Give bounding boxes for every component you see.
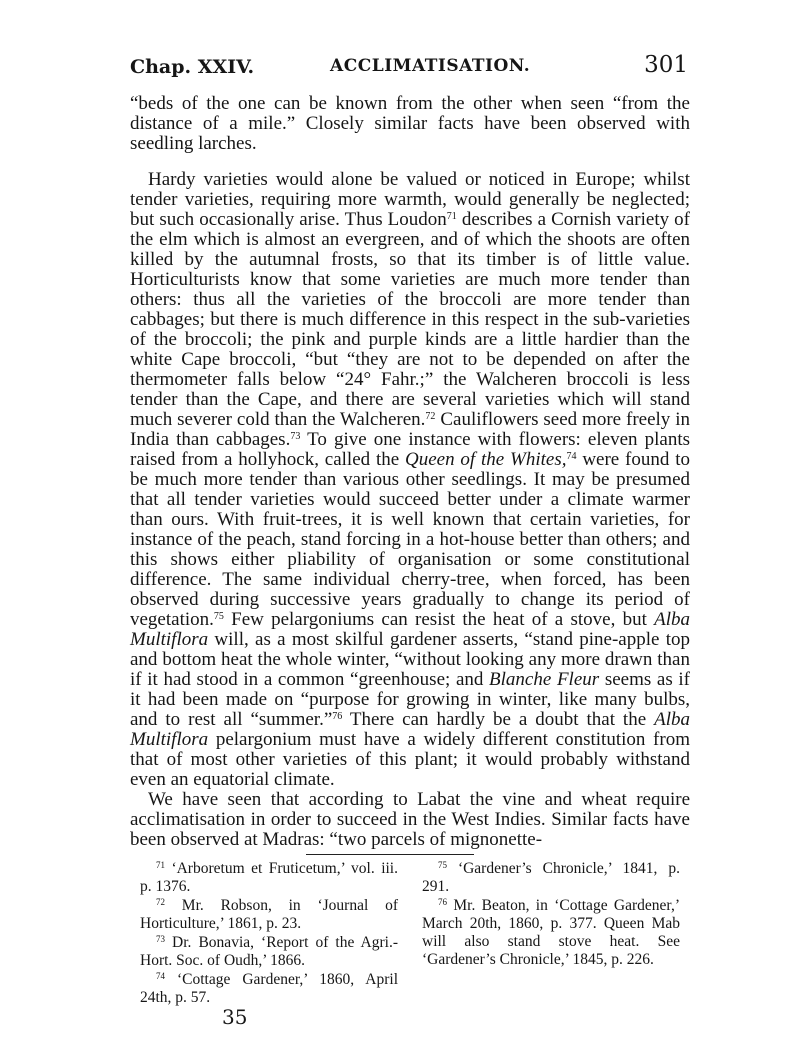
footnote-rule bbox=[306, 854, 474, 855]
footnote-text: ‘Arboretum et Fruticetum,’ vol. iii. p. 1376. bbox=[140, 860, 398, 895]
footnote-number: 73 bbox=[156, 934, 165, 944]
paragraph bbox=[130, 94, 690, 154]
text-run: seems as if it had been made on “purpose for growing in winter, like many bulbs, and to rest all “summer.” bbox=[130, 669, 691, 730]
running-header bbox=[130, 52, 688, 86]
chapter-label: Chap. XXIV. bbox=[130, 56, 255, 78]
footnote-ref: 72 bbox=[425, 411, 436, 422]
footnote-ref: 73 bbox=[290, 431, 301, 442]
italic-run: Alba Multiflora bbox=[130, 609, 690, 650]
text-run: To give one instance with flowers: eleven plants raised from a hollyhock, called the bbox=[130, 429, 690, 470]
footnote bbox=[140, 897, 398, 933]
text-run: Cauliflowers seed more freely in India than cabbages. bbox=[130, 409, 690, 450]
italic-run: Blanche Fleur bbox=[489, 669, 600, 690]
text-run: describes a Cornish variety of the elm which is almost an evergreen, and of which the shoots are often killed by the autumnal frosts, so that its timber is of little value. Horticulturists know that some varieties are much more tender than others: thus all the varieties of the broccoli are more tender than cabbages; but there is much difference in this respect in the sub-varieties of the broccoli; the pink and purple kinds are a little hardier than the white Cape broccoli, “but “they are not to be depended on after the thermometer falls below “24° Fahr.;” the Walcheren broccoli is less tender than the Cape, and there are several varieties which will stand much severer cold than the Walcheren. bbox=[130, 209, 690, 430]
footnote-text: Mr. Robson, in ‘Journal of Horticulture,’ 1861, p. 23. bbox=[140, 897, 398, 932]
footnote bbox=[140, 860, 398, 896]
body-text bbox=[130, 94, 690, 850]
paragraph bbox=[130, 790, 690, 850]
text-run: We have seen that according to Labat the vine and wheat require acclimatisation in order to succeed in the West Indies. Similar facts have been observed at Madras: “two parcels of mignonette- bbox=[130, 789, 690, 850]
footnote-number: 76 bbox=[438, 897, 447, 907]
printer-signature: 35 bbox=[222, 1005, 248, 1029]
footnote-number: 71 bbox=[156, 860, 165, 870]
text-run: “beds of the one can be known from the other when seen “from the distance of a mile.” Closely similar facts have been observed with seedling larches. bbox=[130, 93, 690, 154]
footnote-text: ‘Cottage Gardener,’ 1860, April 24th, p. 57. bbox=[140, 971, 398, 1006]
footnotes-left-column bbox=[140, 860, 398, 1008]
footnote-text: Mr. Beaton, in ‘Cottage Gardener,’ March 20th, 1860, p. 377. Queen Mab will also stand stove heat. See ‘Gardener’s Chronicle,’ 1845, p. 226. bbox=[422, 897, 680, 968]
footnotes bbox=[140, 860, 680, 1008]
running-title: ACCLIMATISATION. bbox=[330, 56, 531, 76]
italic-run: Queen of the Whites, bbox=[404, 449, 567, 470]
page-number: 301 bbox=[644, 52, 688, 78]
footnote bbox=[140, 934, 398, 970]
footnote-ref: 75 bbox=[213, 611, 224, 622]
paragraph bbox=[130, 170, 690, 790]
text-run: will, as a most skilful gardener asserts, “stand pine-apple top and bottom heat the whole winter, “without looking any more drawn than if it had stood in a common “greenhouse; and bbox=[130, 629, 690, 690]
text-run: pelargonium must have a widely different constitution from that of most other varieties of this plant; it would probably withstand even an equatorial climate. bbox=[130, 729, 690, 790]
text-run: Hardy varieties would alone be valued or noticed in Europe; whilst tender varieties, requiring more warmth, would generally be neglected; but such occasionally arise. Thus Loudon bbox=[130, 169, 690, 230]
footnote-number: 75 bbox=[438, 860, 447, 870]
footnote-text: Dr. Bonavia, ‘Report of the Agri.-Hort. Soc. of Oudh,’ 1866. bbox=[140, 934, 398, 969]
footnotes-right-column bbox=[422, 860, 680, 1008]
footnote-number: 74 bbox=[156, 971, 165, 981]
footnote bbox=[422, 897, 680, 969]
footnote-ref: 76 bbox=[332, 711, 343, 722]
footnote-text: ‘Gardener’s Chronicle,’ 1841, p. 291. bbox=[422, 860, 680, 895]
footnote-number: 72 bbox=[156, 897, 165, 907]
footnote bbox=[140, 971, 398, 1007]
footnote bbox=[422, 860, 680, 896]
footnote-ref: 74 bbox=[566, 451, 577, 462]
italic-run: Alba Multiflora bbox=[130, 709, 690, 750]
text-run: There can hardly be a doubt that the bbox=[342, 709, 655, 730]
text-run: Few pelargoniums can resist the heat of a stove, but bbox=[223, 609, 655, 630]
text-run: were found to be much more tender than various other seedlings. It may be presumed that all tender varieties would succeed better under a climate warmer than ours. With fruit-trees, it is well known that certain varieties, for instance of the peach, stand forcing in a hot-house better than others; and this shows either pliability of organisation or some constitutional difference. The same individual cherry-tree, when forced, has been observed during successive years gradually to change its period of vegetation. bbox=[130, 449, 690, 630]
footnote-ref: 71 bbox=[446, 211, 457, 222]
